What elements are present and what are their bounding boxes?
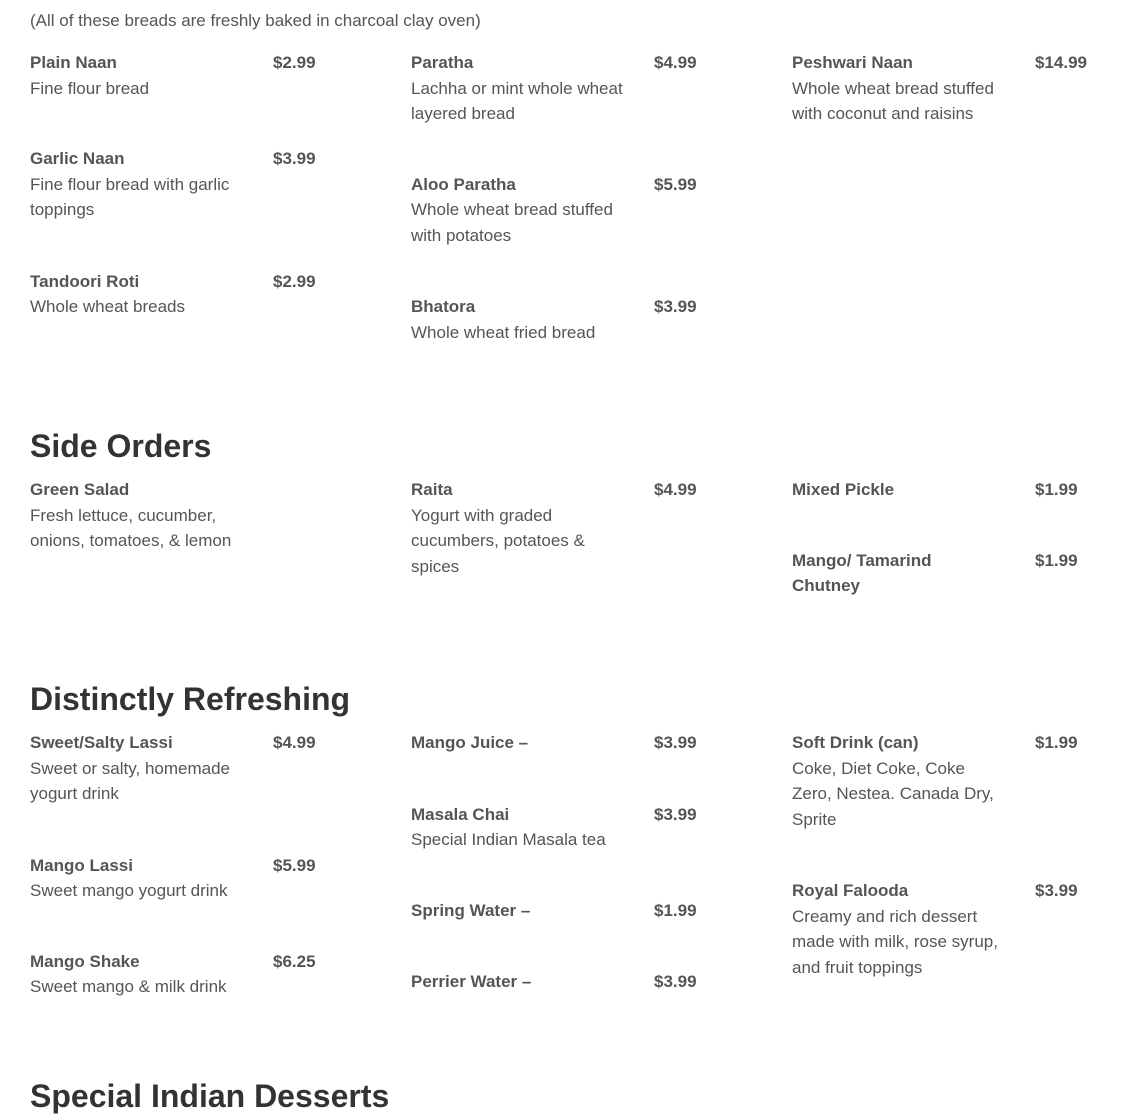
- menu-item: [792, 878, 1122, 980]
- item-price: $2.99: [273, 53, 316, 72]
- section-title-refreshing: Distinctly Refreshing: [30, 681, 351, 717]
- item-description: Coke, Diet Coke, Coke Zero, Nestea. Canada Dry, Sprite: [792, 758, 994, 829]
- item-price: $3.99: [654, 972, 697, 991]
- item-price: $1.99: [1035, 480, 1078, 499]
- item-name: Peshwari Naan: [792, 53, 913, 72]
- section-title-side-orders: Side Orders: [30, 428, 212, 464]
- item-description: Fine flour bread: [30, 78, 150, 98]
- section-title-desserts: Special Indian Desserts: [30, 1078, 390, 1114]
- item-description: Sweet or salty, homemade yogurt drink: [30, 758, 230, 803]
- item-description: Whole wheat bread stuffed with potatoes: [411, 200, 613, 245]
- menu-item: [792, 730, 1122, 832]
- item-name: Mixed Pickle: [792, 480, 895, 499]
- side-orders-column-2: [411, 477, 741, 579]
- refreshing-column-3: [792, 730, 1122, 980]
- menu-item: [30, 146, 360, 223]
- item-name: Aloo Paratha: [411, 174, 516, 194]
- menu-item: [30, 477, 360, 554]
- item-price: $3.99: [1035, 881, 1078, 900]
- item-name: Plain Naan: [30, 53, 117, 72]
- side-orders-column-3: [792, 477, 1122, 599]
- item-name: Masala Chai: [411, 804, 510, 824]
- menu-item: [411, 802, 741, 853]
- menu-item: [30, 853, 360, 904]
- item-price: $4.99: [654, 53, 697, 72]
- item-price: $3.99: [654, 804, 697, 824]
- item-name: Mango/ Tamarind Chutney: [792, 550, 932, 595]
- item-name: Garlic Naan: [30, 149, 125, 168]
- item-description: Creamy and rich dessert made with milk, rose syrup, and fruit toppings: [792, 906, 998, 977]
- menu-item: [411, 50, 741, 127]
- item-price: $1.99: [1035, 550, 1078, 570]
- menu-item: [30, 730, 360, 807]
- refreshing-column-1: [30, 730, 360, 1000]
- item-name: Paratha: [411, 53, 474, 72]
- item-name: Mango Shake: [30, 951, 140, 971]
- item-name: Spring Water –: [411, 900, 531, 920]
- menu-item: [411, 730, 741, 756]
- item-price: $5.99: [654, 174, 697, 194]
- item-price: $2.99: [273, 271, 316, 291]
- menu-item: [30, 949, 360, 1000]
- menu-item: [30, 50, 360, 101]
- item-name: Mango Lassi: [30, 855, 133, 875]
- bread-note: (All of these breads are freshly baked in charcoal clay oven): [30, 11, 481, 30]
- item-price: $6.25: [273, 951, 316, 971]
- item-price: $3.99: [654, 297, 697, 316]
- item-description: Whole wheat breads: [30, 297, 185, 316]
- menu-item: [411, 294, 741, 345]
- item-description: Whole wheat bread stuffed with coconut and raisins: [792, 78, 994, 123]
- item-name: Tandoori Roti: [30, 271, 140, 291]
- refreshing-column-2: [411, 730, 741, 995]
- breads-column-1: [30, 50, 360, 320]
- menu-item: [411, 898, 741, 924]
- item-description: Fresh lettuce, cucumber, onions, tomatoes, & lemon: [30, 505, 232, 550]
- item-name: Royal Falooda: [792, 881, 909, 900]
- side-orders-column-1: [30, 477, 360, 554]
- item-name: Mango Juice –: [411, 733, 529, 752]
- item-name: Perrier Water –: [411, 972, 532, 991]
- item-name: Soft Drink (can): [792, 733, 919, 752]
- item-price: $4.99: [654, 480, 697, 499]
- item-price: $5.99: [273, 855, 316, 875]
- menu-item: [792, 477, 1122, 503]
- menu-item: [411, 477, 741, 579]
- menu-item: [792, 548, 1122, 599]
- item-name: Raita: [411, 480, 453, 499]
- breads-column-2: [411, 50, 741, 345]
- item-description: Sweet mango yogurt drink: [30, 881, 228, 900]
- menu-item: [411, 172, 741, 249]
- item-name: Bhatora: [411, 297, 476, 316]
- item-price: $1.99: [654, 900, 697, 920]
- breads-column-3: [792, 50, 1122, 127]
- item-price: $1.99: [1035, 733, 1078, 752]
- menu-item: [792, 50, 1122, 127]
- item-price: $14.99: [1035, 53, 1087, 72]
- item-price: $4.99: [273, 733, 316, 752]
- item-name: Green Salad: [30, 480, 130, 499]
- item-name: Sweet/Salty Lassi: [30, 733, 173, 752]
- item-description: Fine flour bread with garlic toppings: [30, 174, 230, 219]
- menu-item: [411, 969, 741, 995]
- item-description: Sweet mango & milk drink: [30, 977, 227, 996]
- menu-item: [30, 269, 360, 320]
- item-description: Special Indian Masala tea: [411, 830, 606, 849]
- item-price: $3.99: [654, 733, 697, 752]
- item-description: Lachha or mint whole wheat layered bread: [411, 78, 623, 123]
- item-description: Yogurt with graded cucumbers, potatoes & spices: [411, 505, 585, 576]
- item-price: $3.99: [273, 149, 316, 168]
- item-description: Whole wheat fried bread: [411, 322, 596, 342]
